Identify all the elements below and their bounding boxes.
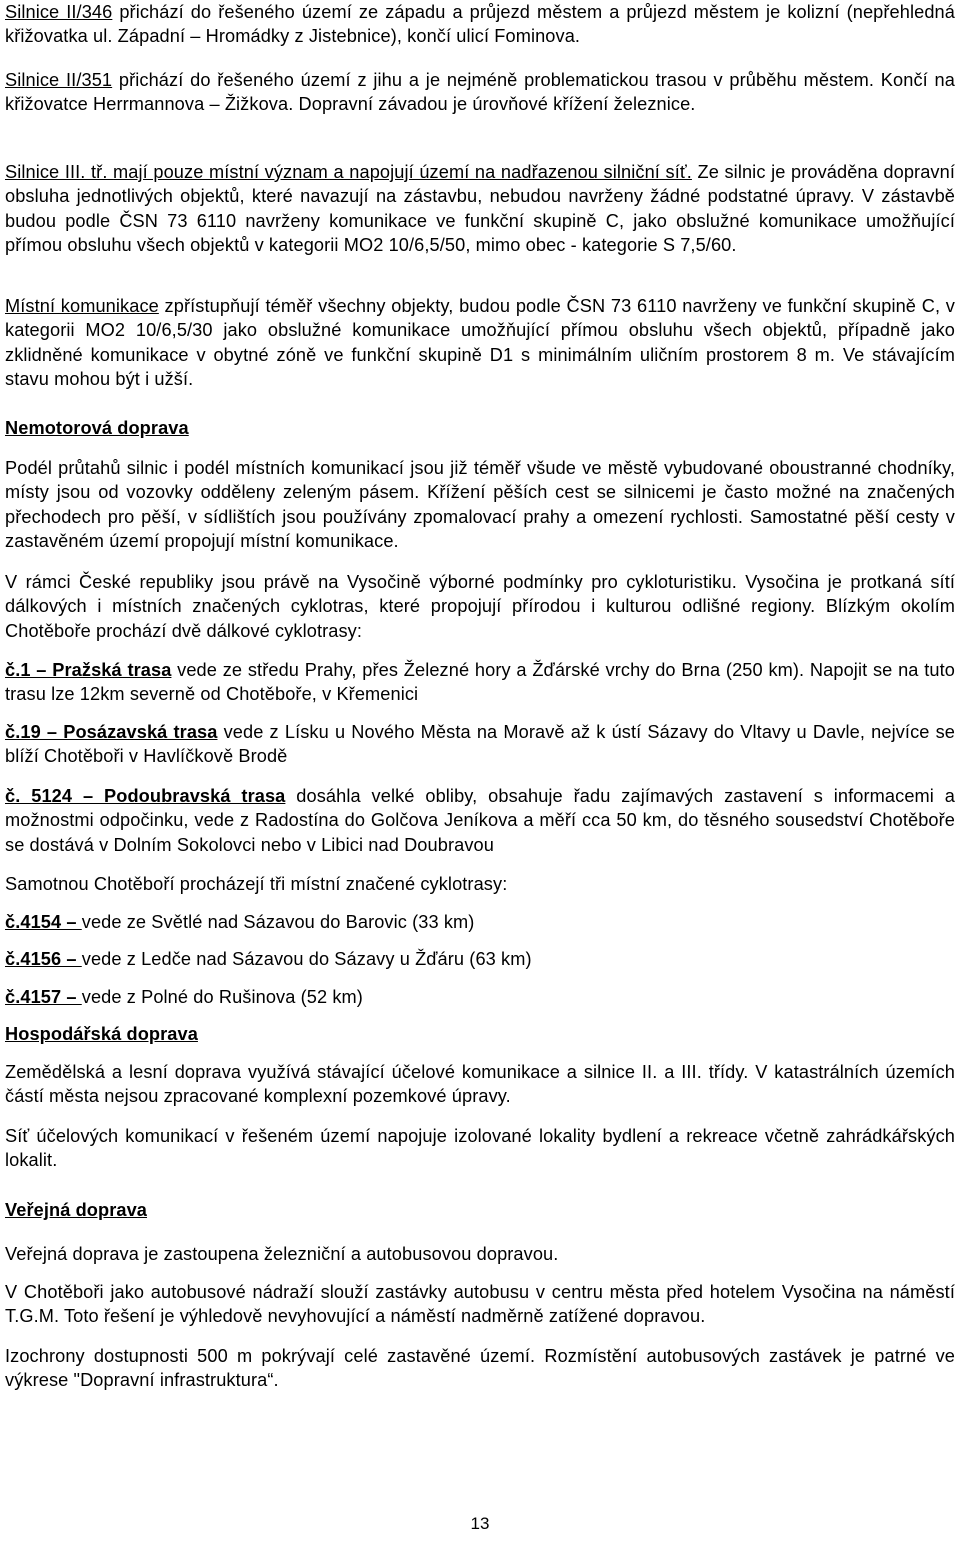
route-name-19: č.19 – Posázavská trasa — [5, 722, 218, 742]
paragraph-trasa-1 — [5, 658, 955, 707]
road-name-iii: Silnice III. tř. — [5, 162, 114, 182]
route-text-5124: dosáhla velké obliby, obsahuje řadu zajímavých zastavení s informacemi a možnostmi odpočinku, vede z Radostína do Golčova Jeníkova a měří cca 50 km, do těsného sousedství Chotěboře se dostává v Dolním Sokolovci nebo v Libici nad Doubravou — [5, 786, 955, 855]
paragraph-trasa-5124 — [5, 784, 955, 857]
route-desc-4156: vede z Ledče nad Sázavou do Sázavy u Žďáru (63 km) — [81, 949, 532, 969]
paragraph-autobusove-nadrazi: V Chotěboři jako autobusové nádraží slouží zastávky autobusu v centru města před hotelem Vysočina na náměstí T.G.M. Toto řešení je výhledově nevyhovující a náměstí nadměrně zatížené dopravou. — [5, 1282, 955, 1327]
route-name-5124: č. 5124 – Podoubravská trasa — [5, 786, 286, 806]
page-number: 13 — [470, 1514, 490, 1533]
paragraph-verejna-doprava: Veřejná doprava je zastoupena železniční a autobusovou dopravou. — [5, 1244, 559, 1264]
text-mistni-komunikace: zpřístupňují téměř všechny objekty, budou podle ČSN 73 6110 navrženy ve funkční skupině C, v kategorii MO2 10/6,5/30 jako obslužné komunikace umožňující přímou obsluhu všech objektů, případně jako zklidněné komunikace v obytné zóně ve funkční skupině D1 s minimálním uličním prostorem 8 m. Ve stávajícím stavu mohou být i užší. — [5, 296, 955, 390]
paragraph-zemedelska-doprava: Zemědělská a lesní doprava využívá stávající účelové komunikace a silnice II. a III. třídy. V katastrálních územích částí města nejsou zpracované komplexní pozemkové úpravy. — [5, 1062, 955, 1107]
road-text-351: přichází do řešeného území z jihu a je nejméně problematickou trasou v průběhu městem. Končí na křižovatce Herrmannova – Žižkova. Dopravní závadou je úrovňové křížení železnice. — [5, 70, 955, 115]
term-mistni-komunikace: Místní komunikace — [5, 296, 159, 316]
route-text-1: vede ze středu Prahy, přes Železné hory a Žďárské vrchy do Brna (250 km). Napojit se na tuto trasu lze 12km severně od Chotěboře, v Křemenici — [5, 660, 955, 705]
paragraph-silnice-351 — [5, 68, 955, 117]
paragraph-silnice-iii — [5, 160, 955, 258]
paragraph-mistni-komunikace — [5, 294, 955, 392]
route-name-1: č.1 – Pražská trasa — [5, 660, 172, 680]
heading-verejna-doprava: Veřejná doprava — [5, 1200, 148, 1220]
paragraph-silnice-346 — [5, 0, 955, 49]
paragraph-ucelove-komunikace: Síť účelových komunikací v řešeném území napojuje izolované lokality bydlení a rekreace včetně zahrádkářských lokalit. — [5, 1126, 955, 1171]
route-desc-4157: vede z Polné do Rušinova (52 km) — [81, 987, 363, 1007]
route-code-4157: č.4157 – — [5, 987, 82, 1007]
paragraph-izochrony: Izochrony dostupnosti 500 m pokrývají celé zastavěné území. Rozmístění autobusových zastávek je patrné ve výkrese "Dopravní infrastruktura“. — [5, 1346, 955, 1391]
route-text-19: vede z Lísku u Nového Města na Moravě až k ústí Sázavy do Vltavy u Davle, nejvíce se blíží Chotěboři v Havlíčkově Brodě — [5, 722, 955, 767]
route-item-4157 — [5, 985, 955, 1009]
route-item-4156 — [5, 947, 955, 971]
paragraph-trasa-19 — [5, 720, 955, 769]
route-item-4154 — [5, 910, 955, 934]
road-iii-underlined-text: mají pouze místní význam a napojují území na nadřazenou silniční síť. — [113, 162, 692, 182]
heading-hospodarska-doprava: Hospodářská doprava — [5, 1024, 198, 1044]
road-name-346: Silnice II/346 — [5, 2, 113, 22]
route-code-4156: č.4156 – — [5, 949, 82, 969]
road-text-iii: Ze silnic je prováděna dopravní obsluha jednotlivých objektů, které navazují na zástavbu, nebudou navrženy žádné podstatné úpravy. V zástavbě budou podle ČSN 73 6110 navrženy komunikace ve funkční skupině C, jako obslužné komunikace umožňující přímou obsluhu všech objektů v kategorii MO2 10/6,5/50, mimo obec - kategorie S 7,5/60. — [5, 162, 955, 256]
paragraph-pesi: Podél průtahů silnic i podél místních komunikací jsou již téměř všude ve městě vybudované oboustranné chodníky, místy jsou od vozovky odděleny zeleným pásem. Křížení pěších cest se silnicemi je často možné na značených přechodech pro pěší, v sídlištích jsou používány zpomalovací prahy a omezení rychlosti. Samostatné pěší cesty v zastavěném území propojují místní komunikace. — [5, 458, 955, 552]
paragraph-mistni-cyklotrasy: Samotnou Chotěboří procházejí tři místní značené cyklotrasy: — [5, 874, 508, 894]
route-code-4154: č.4154 – — [5, 912, 82, 932]
heading-nemotorova-doprava: Nemotorová doprava — [5, 418, 189, 438]
road-name-351: Silnice II/351 — [5, 70, 113, 90]
road-text-346: přichází do řešeného území ze západu a průjezd městem a průjezd městem je kolizní (nepřehledná křižovatka ul. Západní – Hromádky z Jistebnice), končí ulicí Fominova. — [5, 2, 955, 47]
paragraph-cykloturistika: V rámci České republiky jsou právě na Vysočině výborné podmínky pro cykloturistiku. Vysočina je protkaná sítí dálkových i místních značených cyklotras, které propojují přírodou i kulturou odlišné regiony. Blízkým okolím Chotěboře prochází dvě dálkové cyklotrasy: — [5, 572, 955, 641]
route-desc-4154: vede ze Světlé nad Sázavou do Barovic (33 km) — [81, 912, 475, 932]
